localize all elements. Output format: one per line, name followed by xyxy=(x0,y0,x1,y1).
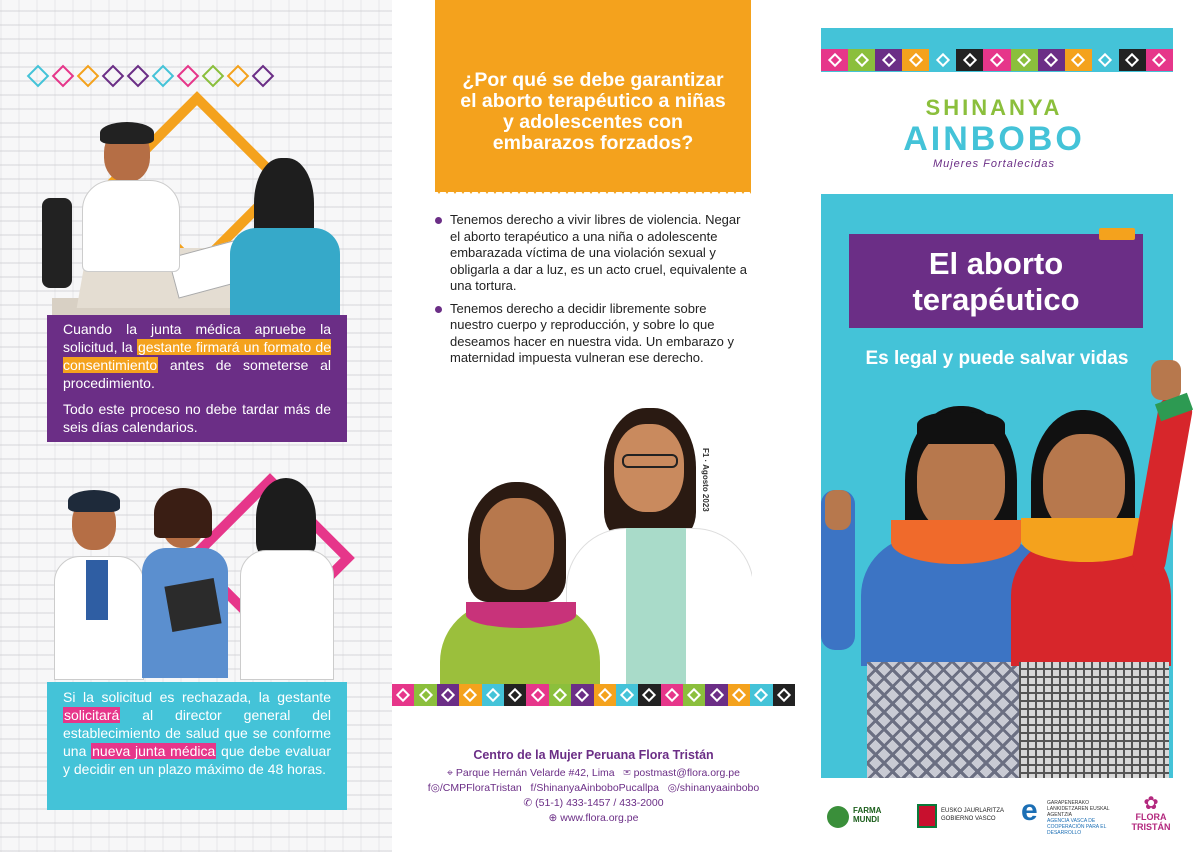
decorative-color-band xyxy=(392,684,795,706)
consent-highlight: gestante firmará un formato de consentimiento xyxy=(63,339,331,373)
banner-zigzag-edge xyxy=(435,188,751,196)
left-panel xyxy=(0,0,392,852)
social-link-cmp[interactable]: /CMPFloraTristan xyxy=(439,782,522,794)
e-letter-icon: e xyxy=(1021,794,1038,827)
logo-tagline: Mujeres Fortalecidas xyxy=(932,158,1056,170)
globe-icon xyxy=(827,806,849,828)
duration-paragraph: Todo este proceso no debe tardar más de seis días calendarios. xyxy=(63,401,331,435)
rejection-text-start: Si la solicitud es rechazada, la gestante xyxy=(63,689,331,705)
sponsor-logos: FARMA MUNDI EUSKO JAURLARITZA GOBIERNO VASCO e GARAPENERAKO LANKIDETZAREN EUSKAL AGENTZIA AGENCIA VASCA DE COOPERACIÓN PARA EL DESARROLLO ✿ FLORA TRISTÁN xyxy=(821,790,1195,840)
rejection-text-end: que debe evaluar y decidir en un plazo máximo de 48 horas. xyxy=(63,743,332,777)
cover-diamond-band xyxy=(821,49,1173,71)
facebook-icon: f xyxy=(530,782,534,794)
logo-line-1: SHINANYA xyxy=(925,95,1063,120)
web-line xyxy=(392,811,795,826)
question-banner xyxy=(435,0,751,192)
illustration-two-women xyxy=(821,360,1195,778)
logo-line-2: AINBOBO xyxy=(903,120,1085,158)
illustration-medical-board xyxy=(50,478,360,678)
consent-text-start: Cuando la junta médica apruebe la solicitud, la xyxy=(63,321,331,355)
org-name: Centro de la Mujer Peruana Flora Tristán xyxy=(473,748,714,762)
consent-text-end: antes de someterse al procedimiento. xyxy=(63,357,331,391)
phone-icon: ✆ xyxy=(523,797,533,809)
title-tag-ornament xyxy=(1099,228,1135,240)
middle-panel xyxy=(392,0,803,852)
bullet-item: Tenemos derecho a vivir libres de violencia. Negar el aborto terapéutico a una niña o adolescente embarazada víctima de una violación sexual y obligarla a dar a luz, es un acto cruel, equivalente a una tortura. xyxy=(434,212,752,295)
globe-icon: ⊕ xyxy=(548,812,558,824)
flora-tristan-logo: ✿ FLORA TRISTÁN xyxy=(1121,794,1181,832)
consent-info-box xyxy=(47,315,347,442)
illustration-doctor-consultation xyxy=(42,118,346,318)
location-pin-icon: ⌖ xyxy=(447,767,453,779)
edition-note: F1 · Agosto 2023 xyxy=(701,448,710,512)
cover-title: El aborto terapéutico xyxy=(912,246,1080,317)
phone-number: (51-1) 433-1457 / 433-2000 xyxy=(535,797,664,809)
contact-footer xyxy=(392,748,795,826)
address-line xyxy=(392,766,795,781)
mail-icon: ✉ xyxy=(623,767,631,779)
social-link-instagram[interactable]: /shinanyaainbobo xyxy=(676,782,760,794)
website-link[interactable]: www.flora.org.pe xyxy=(560,812,639,824)
question-banner-title: ¿Por qué se debe garantizar el aborto terapéutico a niñas y adolescentes con embarazos forzados? xyxy=(460,69,726,154)
rejection-info-box xyxy=(47,682,347,810)
flora-flower-icon: ✿ xyxy=(1143,793,1159,813)
rejection-highlight-board: nueva junta médica xyxy=(92,743,216,759)
consent-paragraph xyxy=(63,320,331,392)
phone-line xyxy=(392,796,795,811)
social-link-shinanya[interactable]: /ShinanyaAinboboPucallpa xyxy=(533,782,659,794)
coat-of-arms-icon xyxy=(917,804,937,828)
rights-bullet-list xyxy=(434,212,752,373)
rejection-text-middle: al director general del establecimiento de salud que se conforme una xyxy=(63,707,331,759)
shinanya-ainbobo-logo xyxy=(891,96,1097,170)
diamond-ornament-strip xyxy=(30,68,271,84)
email-link[interactable]: postmast@flora.org.pe xyxy=(633,767,740,779)
rejection-highlight-request: solicitará xyxy=(64,707,120,723)
illustration-doctor-and-girl xyxy=(436,402,752,684)
social-line xyxy=(392,781,795,796)
cover-subtitle: Es legal y puede salvar vidas xyxy=(865,348,1129,369)
social-icons: f◎ xyxy=(427,782,440,794)
cover-panel xyxy=(803,0,1195,852)
rejection-paragraph xyxy=(63,688,331,778)
bullet-item: Tenemos derecho a decidir libremente sobre nuestro cuerpo y reproducción, y sobre lo que deseamos hacer en nuestra vida. Un embarazo y maternidad impuesta vulneran ese derecho. xyxy=(434,301,752,367)
instagram-icon: ◎ xyxy=(667,782,677,794)
address: Parque Hernán Velarde #42, Lima xyxy=(455,767,615,779)
